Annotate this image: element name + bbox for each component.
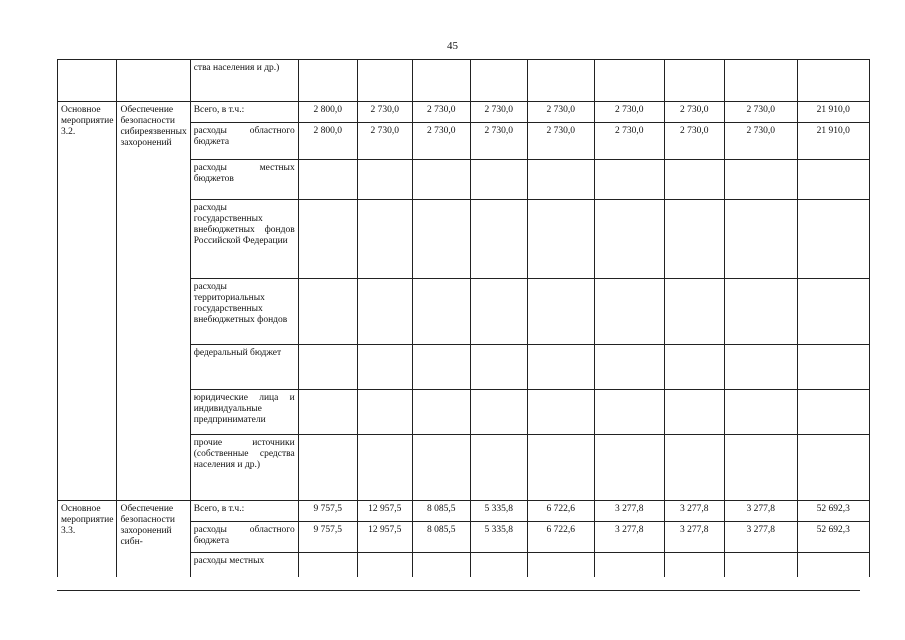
value-cell: 2 730,0 (724, 102, 797, 123)
value-cell (412, 390, 470, 435)
value-cell (527, 279, 594, 345)
value-cell (664, 160, 724, 200)
value-cell: 2 730,0 (594, 102, 664, 123)
value-cell: 3 277,8 (724, 522, 797, 553)
value-cell: 2 730,0 (664, 102, 724, 123)
funding-source-cell: Всего, в т.ч.: (190, 102, 298, 123)
funding-source-cell: ства населения и др.) (190, 60, 298, 102)
value-cell (527, 345, 594, 390)
value-cell (357, 160, 412, 200)
value-cell: 2 730,0 (357, 102, 412, 123)
value-cell (412, 60, 470, 102)
value-cell (594, 390, 664, 435)
table-row (58, 60, 870, 102)
value-cell (724, 435, 797, 501)
table-row (58, 501, 870, 522)
value-cell (797, 390, 869, 435)
value-cell (412, 160, 470, 200)
value-cell (357, 553, 412, 577)
value-cell (412, 345, 470, 390)
value-cell (527, 200, 594, 279)
value-cell: 2 730,0 (412, 123, 470, 160)
value-cell (298, 279, 357, 345)
funding-source-cell: расходы областного бюджета (190, 123, 298, 160)
value-cell (470, 553, 527, 577)
value-cell (724, 553, 797, 577)
value-cell (470, 390, 527, 435)
value-cell (527, 160, 594, 200)
value-cell (470, 279, 527, 345)
value-cell: 3 277,8 (664, 501, 724, 522)
value-cell (797, 160, 869, 200)
value-cell: 5 335,8 (470, 522, 527, 553)
value-cell (724, 345, 797, 390)
value-cell: 2 730,0 (594, 123, 664, 160)
value-cell: 2 730,0 (724, 123, 797, 160)
value-cell (797, 60, 869, 102)
value-cell (724, 60, 797, 102)
value-cell (664, 435, 724, 501)
value-cell (357, 345, 412, 390)
value-cell (594, 279, 664, 345)
value-cell (594, 60, 664, 102)
value-cell (527, 60, 594, 102)
value-cell: 6 722,6 (527, 501, 594, 522)
funding-source-cell: расходы местных бюджетов (190, 160, 298, 200)
value-cell (298, 160, 357, 200)
value-cell: 9 757,5 (298, 522, 357, 553)
title-cell (117, 60, 190, 102)
value-cell: 8 085,5 (412, 501, 470, 522)
value-cell (797, 345, 869, 390)
value-cell (470, 160, 527, 200)
funding-source-cell: расходы государственных внебюджетных фондов Российской Федерации (190, 200, 298, 279)
value-cell (797, 435, 869, 501)
table-row (58, 102, 870, 123)
value-cell (298, 345, 357, 390)
value-cell (594, 435, 664, 501)
funding-source-cell: расходы областного бюджета (190, 522, 298, 553)
value-cell: 12 957,5 (357, 501, 412, 522)
value-cell (412, 279, 470, 345)
value-cell (797, 279, 869, 345)
title-cell: Обеспечение безопасности сибиреязвенных захоронений (117, 102, 190, 501)
title-cell: Обеспечение безопасности захоронений сибн- (117, 501, 190, 577)
value-cell: 21 910,0 (797, 102, 869, 123)
value-cell (298, 60, 357, 102)
value-cell (664, 60, 724, 102)
funding-source-cell: расходы территориальных государственных внебюджетных фондов (190, 279, 298, 345)
value-cell: 2 730,0 (527, 123, 594, 160)
value-cell (412, 435, 470, 501)
value-cell: 2 730,0 (357, 123, 412, 160)
value-cell (298, 553, 357, 577)
table-body (58, 60, 870, 577)
value-cell: 9 757,5 (298, 501, 357, 522)
event-cell: Основное мероприятие 3.2. (58, 102, 117, 501)
value-cell (470, 60, 527, 102)
value-cell: 52 692,3 (797, 501, 869, 522)
value-cell: 3 277,8 (724, 501, 797, 522)
value-cell: 2 730,0 (664, 123, 724, 160)
value-cell (797, 200, 869, 279)
value-cell: 12 957,5 (357, 522, 412, 553)
value-cell: 5 335,8 (470, 501, 527, 522)
value-cell (797, 553, 869, 577)
value-cell (298, 390, 357, 435)
value-cell: 21 910,0 (797, 123, 869, 160)
value-cell (357, 200, 412, 279)
page-number: 45 (447, 40, 458, 52)
funding-source-cell: расходы местных (190, 553, 298, 577)
value-cell: 2 730,0 (527, 102, 594, 123)
value-cell: 3 277,8 (664, 522, 724, 553)
value-cell (664, 345, 724, 390)
value-cell: 2 730,0 (470, 102, 527, 123)
value-cell (412, 553, 470, 577)
value-cell (298, 435, 357, 501)
value-cell (470, 345, 527, 390)
value-cell: 3 277,8 (594, 501, 664, 522)
value-cell: 2 730,0 (412, 102, 470, 123)
value-cell (664, 279, 724, 345)
value-cell (724, 390, 797, 435)
value-cell: 8 085,5 (412, 522, 470, 553)
value-cell (470, 435, 527, 501)
budget-table (57, 59, 870, 577)
value-cell (470, 200, 527, 279)
value-cell (412, 200, 470, 279)
value-cell (357, 390, 412, 435)
value-cell (724, 279, 797, 345)
value-cell: 52 692,3 (797, 522, 869, 553)
value-cell: 6 722,6 (527, 522, 594, 553)
value-cell: 2 730,0 (470, 123, 527, 160)
event-cell (58, 60, 117, 102)
funding-source-cell: юридические лица и индивидуальные предприниматели (190, 390, 298, 435)
value-cell (724, 200, 797, 279)
value-cell (664, 390, 724, 435)
value-cell (594, 160, 664, 200)
funding-source-cell: прочие источники (собственные средства населения и др.) (190, 435, 298, 501)
value-cell (664, 553, 724, 577)
value-cell (724, 160, 797, 200)
value-cell (594, 200, 664, 279)
value-cell (527, 435, 594, 501)
table-bottom-edge (57, 590, 860, 591)
value-cell: 2 800,0 (298, 102, 357, 123)
value-cell (594, 345, 664, 390)
value-cell: 3 277,8 (594, 522, 664, 553)
value-cell (298, 200, 357, 279)
value-cell (357, 435, 412, 501)
value-cell (357, 279, 412, 345)
value-cell (357, 60, 412, 102)
value-cell (664, 200, 724, 279)
funding-source-cell: федеральный бюджет (190, 345, 298, 390)
event-cell: Основное мероприятие 3.3. (58, 501, 117, 577)
funding-source-cell: Всего, в т.ч.: (190, 501, 298, 522)
value-cell: 2 800,0 (298, 123, 357, 160)
value-cell (594, 553, 664, 577)
value-cell (527, 390, 594, 435)
value-cell (527, 553, 594, 577)
